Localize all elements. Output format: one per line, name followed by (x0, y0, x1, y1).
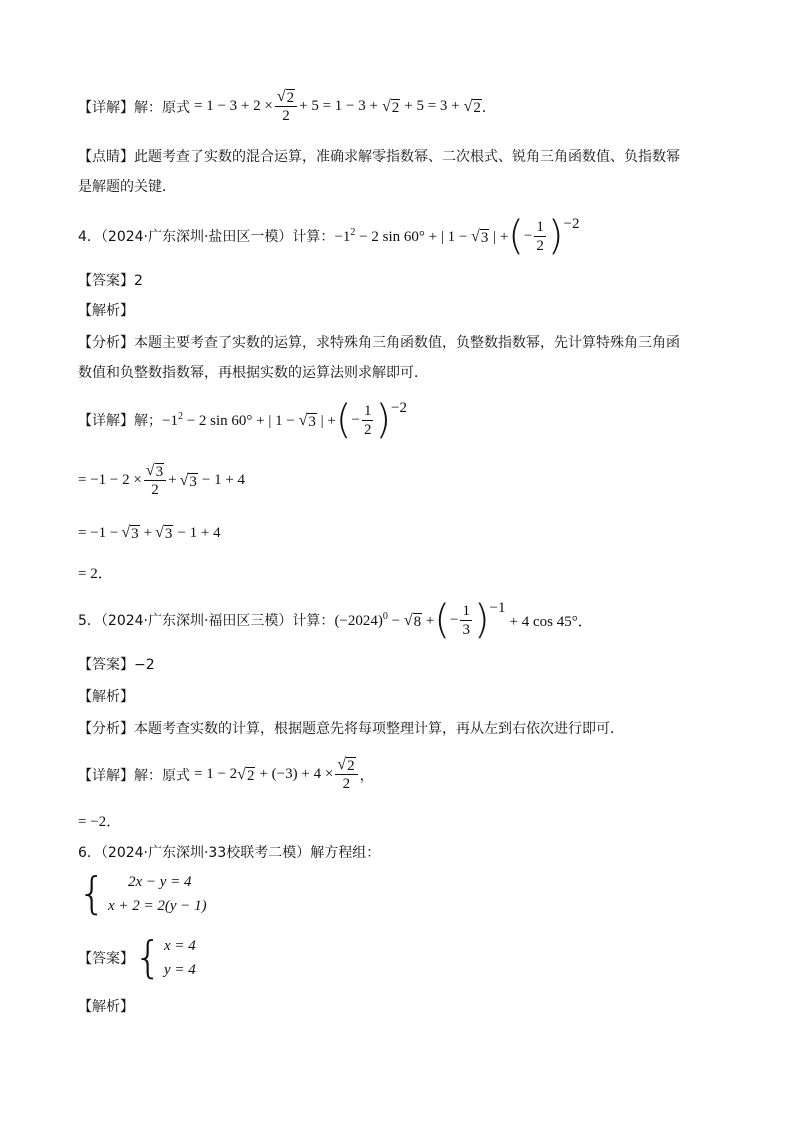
frac-num: 2 (286, 90, 295, 106)
question-5: 5．（2024·广东深圳·福田区三模）计算： $(-2024)^0$ − √ 8 + ( − $\frac{1}{3}$ ) −1 + 4 cos 45°． (78, 597, 593, 643)
sqrt-c: √ 2 (463, 97, 481, 116)
dianjing-line-2: 是解题的关键． (78, 179, 176, 195)
q5-fenxi: 【分析】本题考查实数的计算，根据题意先将每项整理计算，再从左到右依次进行即可． (78, 721, 624, 737)
sqrt-b: √ 2 (381, 97, 400, 116)
brace-icon: { (134, 932, 162, 983)
detail-tag: 【详解】解：原式 (78, 99, 190, 116)
frac-den: 2 (282, 108, 290, 124)
q5-detail: 【详解】解：原式 = 1 − 2 √ 2 + (−3) + 4 × √ 2 2 ， (78, 756, 374, 792)
q6-system: { 2x − y = 4 x + 2 = 2(y − 1) (78, 868, 207, 919)
fraction: √ 2 2 (275, 88, 297, 125)
brace-icon: { (78, 868, 106, 919)
q4-expression: $-1^2 - 2$ sin 60° + | 1 − √ 3 | + (334, 226, 509, 246)
q5-step-2: = −2． (78, 814, 122, 830)
q4-answer: 【答案】2 (78, 273, 143, 289)
q4-fenxi-2: 数值和负整数指数幂，再根据实数的运算法则求解即可． (78, 365, 428, 381)
dianjing-line-1: 【点睛】此题考查了实数的混合运算，准确求解零指数幂、二次根式、锐角三角函数值、负指数幂 (78, 149, 680, 165)
q6-answer: 【答案】 { x = 4 y = 4 (78, 932, 196, 983)
q5-jiexi: 【解析】 (78, 689, 134, 705)
q4-step-1: = −1 − 2 × √ 3 2 + √ 3 − 1 + 4 (78, 462, 246, 498)
q4-fenxi-1: 【分析】本题主要考查了实数的运算，求特殊角三角函数值，负整数指数幂，先计算特殊角三角函 (78, 335, 680, 351)
detail-line-q3 (78, 88, 496, 125)
expr-c: + 5 = 3 + (404, 98, 460, 114)
question-4: 4．（2024·广东深圳·盐田区一模）计算： $-1^2 - 2$ sin 60° + | 1 − √ 3 | + ( − $\frac{1}{2}$ ) −2 (78, 213, 580, 259)
q5-answer: 【答案】−2 (78, 657, 155, 673)
q4-heading: 4．（2024·广东深圳·盐田区一模）计算： (78, 229, 335, 245)
expr-b: + 5 = 1 − 3 + (299, 98, 378, 114)
q4-step-3: = 2． (78, 566, 113, 582)
q4-detail: 【详解】解； $-1^2 - 2$ sin 60° + | 1 − √ 3 | + ( − $\frac{1}{2}$ ) −2 (78, 397, 408, 443)
q4-jiexi: 【解析】 (78, 303, 134, 319)
period: ． (481, 99, 496, 116)
question-6: 6．（2024·广东深圳·33校联考二模）解方程组： (78, 845, 381, 861)
q6-jiexi: 【解析】 (78, 999, 134, 1015)
q4-step-2: = −1 − √ 3 + √ 3 − 1 + 4 (78, 524, 221, 542)
expr-a: = 1 − 3 + 2 × (194, 98, 273, 114)
